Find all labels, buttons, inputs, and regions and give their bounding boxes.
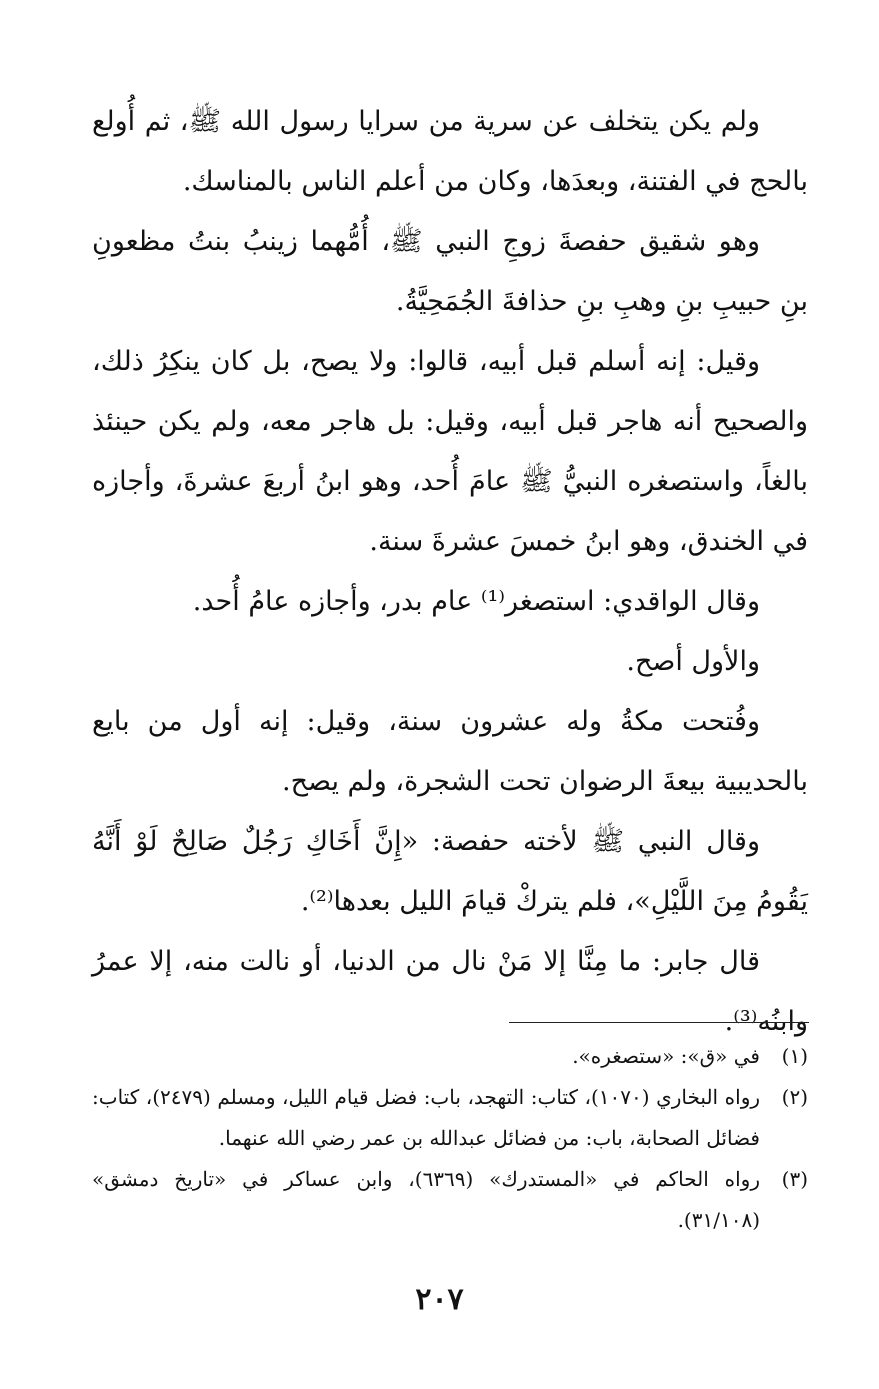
footnote-number: (٢) [781,1085,808,1109]
paragraph-1: ولم يكن يتخلف عن سرية من سرايا رسول الله ﷺ، ثم أُولع بالحج في الفتنة، وبعدَها، وكان من أعلم الناس بالمناسك. [92,106,808,197]
footnote-1 [92,1036,808,1077]
footnote-text: رواه الحاكم في «المستدرك» (٦٣٦٩)، وابن عساكر في «تاريخ دمشق» (٣١/١٠٨). [92,1167,760,1232]
footnote-text: في «ق»: «ستصغره». [572,1044,760,1068]
paragraph-2: وهو شقيق حفصةَ زوجِ النبي ﷺ، أُمُّهما زينبُ بنتُ مظعونِ بنِ حبيبِ بنِ وهبِ بنِ حذافةَ الجُمَحِيَّةُ. [92,226,808,317]
footnote-text: رواه البخاري (١٠٧٠)، كتاب: التهجد، باب: فضل قيام الليل، ومسلم (٢٤٧٩)، كتاب: فضائل الصحابة، باب: من فضائل عبدالله بن عمر رضي الله عنهما. [92,1085,761,1150]
paragraph-3: وقيل: إنه أسلم قبل أبيه، قالوا: ولا يصح، بل كان ينكِرُ ذلك، والصحيح أنه هاجر قبل أبيه، وقيل: بل هاجر معه، ولم يكن حينئذ بالغاً، واستصغره النبيُّ ﷺ عامَ أُحد، وهو ابنُ أربعَ عشرةَ، وأجازه في الخندق، وهو ابنُ خمسَ عشرةَ سنة. [92,346,808,557]
main-text [92,92,808,1052]
paragraph-6: وفُتحت مكةُ وله عشرون سنة، وقيل: إنه أول من بايع بالحديبية بيعةَ الرضوان تحت الشجرة، ولم يصح. [92,706,808,797]
footnote-number: (١) [781,1044,808,1068]
footnote-2 [92,1077,808,1159]
paragraph-5: والأول أصح. [626,646,760,677]
paragraph-7: وقال النبي ﷺ لأخته حفصة: «إِنَّ أَخَاكِ رَجُلٌ صَالِحٌ لَوْ أَنَّهُ يَقُومُ مِنَ اللَّيْلِ»، فلم يتركْ قيامَ الليل بعدها⁽²⁾. [92,826,808,917]
page-number: ٢٠٧ [415,1282,464,1317]
footnotes [92,1036,808,1241]
footnote-number: (٣) [781,1167,808,1191]
paragraph-8: قال جابر: ما مِنَّا إلا مَنْ نال من الدنيا، أو نالت منه، إلا عمرُ وابنُه⁽³⁾. [92,946,808,1037]
footnote-3 [92,1159,808,1241]
paragraph-4: وقال الواقدي: استصغر⁽¹⁾ عام بدر، وأجازه عامُ أُحد. [192,586,760,617]
footnote-divider [509,1022,809,1023]
